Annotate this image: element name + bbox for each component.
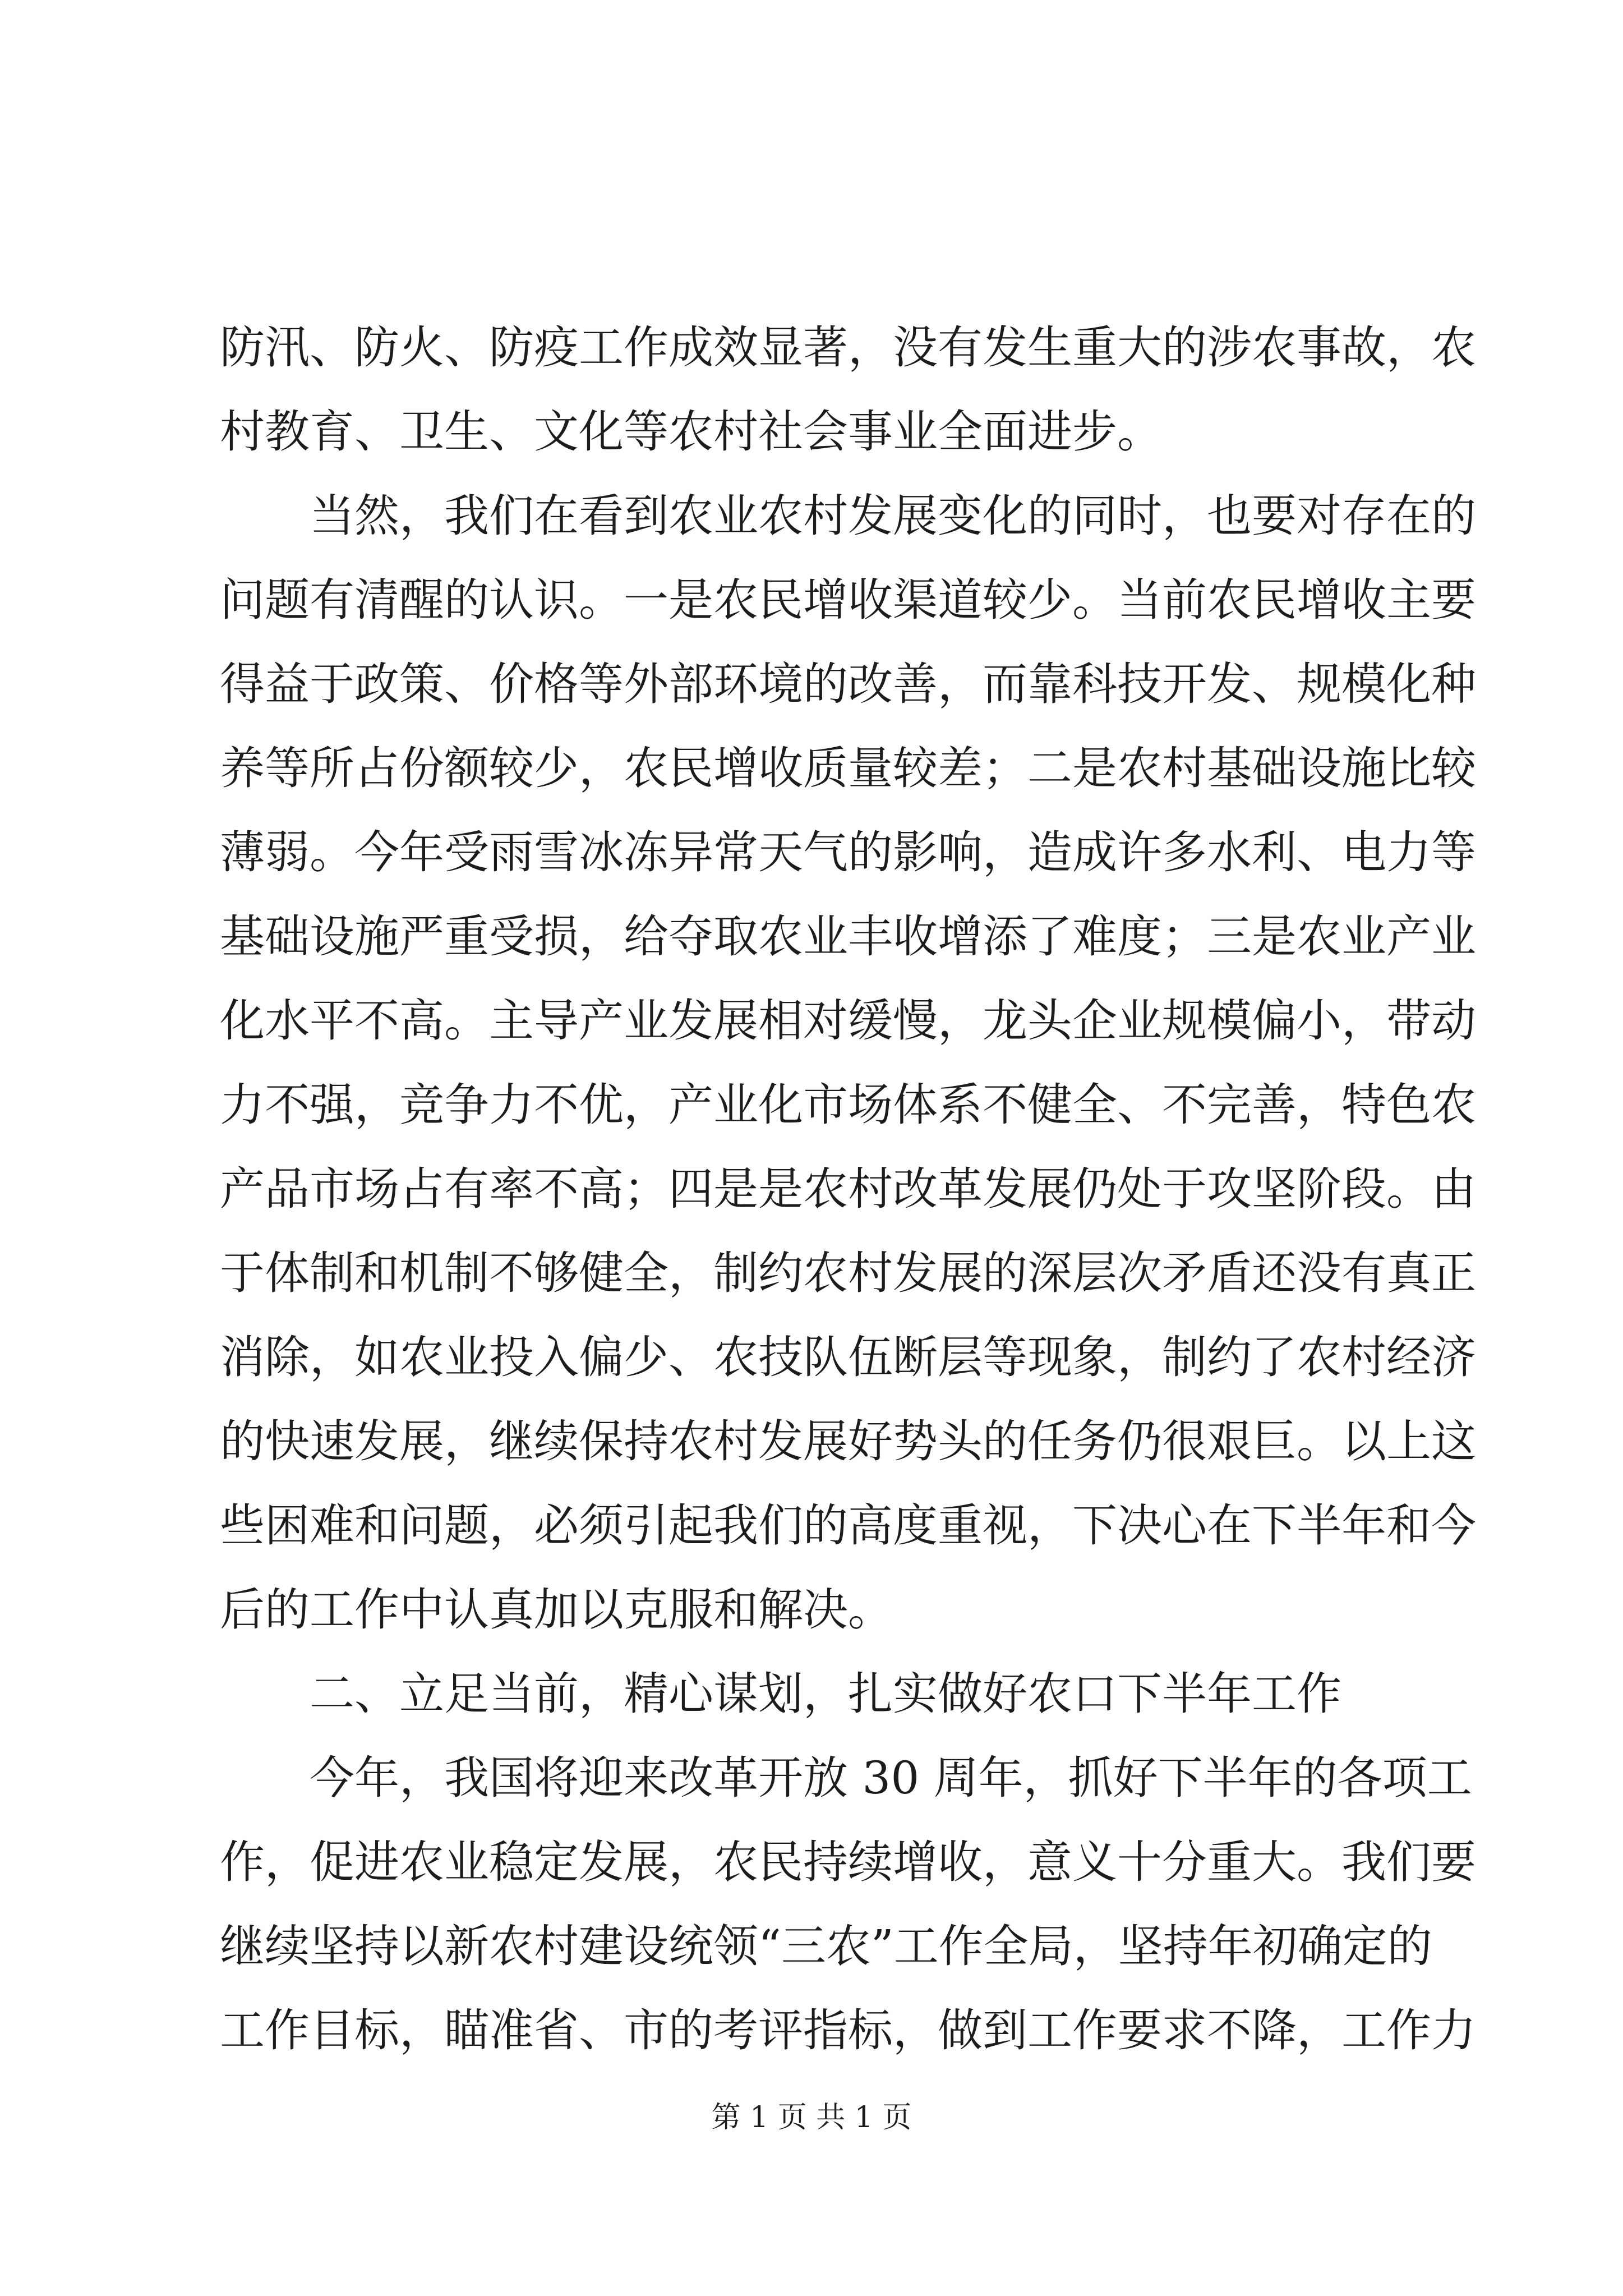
section-heading: 二、立足当前，精心谋划，扎实做好农口下半年工作 [310,1668,1341,1720]
paragraph-line: 防汛、防火、防疫工作成效显著，没有发生重大的涉农事故，农 [220,321,1476,374]
paragraph-line: 作，促进农业稳定发展，农民持续增收，意义十分重大。我们要 [220,1836,1476,1888]
paragraph-line: 力不强，竞争力不优，产业化市场体系不健全、不完善，特色农 [220,1079,1476,1131]
paragraph-line: 产品市场占有率不高；四是是农村改革发展仍处于攻坚阶段。由 [220,1163,1476,1215]
paragraph-line: 问题有清醒的认识。一是农民增收渠道较少。当前农民增收主要 [220,574,1476,626]
paragraph-line: 养等所占份额较少，农民增收质量较差；二是农村基础设施比较 [220,742,1476,794]
paragraph-line: 消除，如农业投入偏少、农技队伍断层等现象，制约了农村经济 [220,1331,1476,1383]
paragraph-line: 得益于政策、价格等外部环境的改善，而靠科技开发、规模化种 [220,658,1476,710]
page-footer: 第 1 页 共 1 页 [711,2101,912,2134]
paragraph-line: 后的工作中认真加以克服和解决。 [220,1584,893,1636]
paragraph-line: 的快速发展，继续保持农村发展好势头的任务仍很艰巨。以上这 [220,1415,1476,1467]
paragraph-line: 化水平不高。主导产业发展相对缓慢，龙头企业规模偏小，带动 [220,995,1476,1047]
paragraph-line: 村教育、卫生、文化等农村社会事业全面进步。 [220,406,1162,458]
paragraph-line: 今年，我国将迎来改革开放 30 周年，抓好下半年的各项工 [310,1752,1472,1804]
paragraph-line: 工作目标，瞄准省、市的考评指标，做到工作要求不降，工作力 [220,2004,1476,2056]
paragraph-line: 于体制和机制不够健全，制约农村发展的深层次矛盾还没有真正 [220,1247,1476,1299]
paragraph-line: 基础设施严重受损，给夺取农业丰收增添了难度；三是农业产业 [220,910,1476,963]
paragraph-line: 继续坚持以新农村建设统领“三农”工作全局，坚持年初确定的 [220,1920,1432,1972]
paragraph-line: 薄弱。今年受雨雪冰冻异常天气的影响，造成许多水利、电力等 [220,826,1476,878]
paragraph-line: 当然，我们在看到农业农村发展变化的同时，也要对存在的 [310,490,1476,542]
paragraph-line: 些困难和问题，必须引起我们的高度重视，下决心在下半年和今 [220,1499,1476,1552]
